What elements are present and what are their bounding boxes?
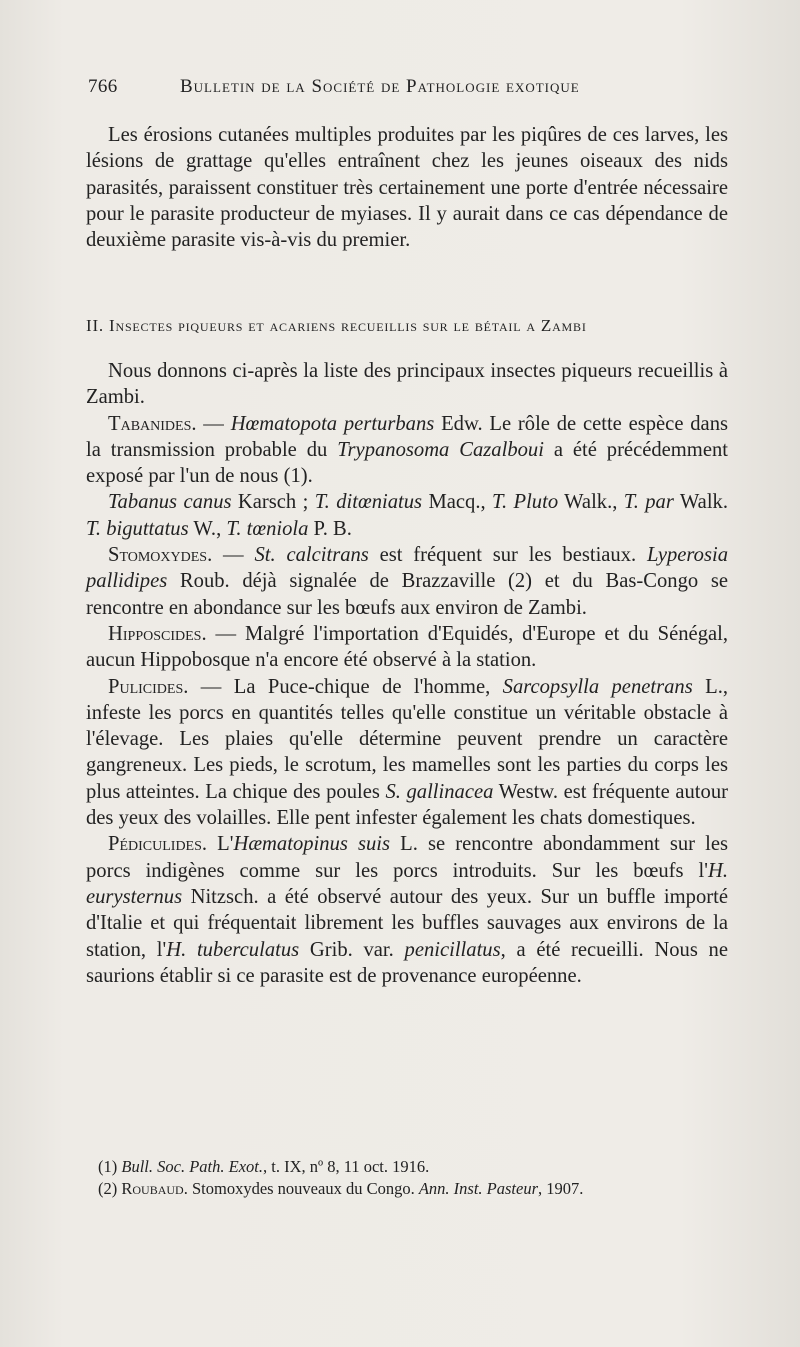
species-name: Hœmatopota perturbans [230, 412, 435, 435]
text-run: Roub. déjà signalée de Brazzaville (2) et du Bas-Congo se rencontre en abondance sur les bœufs aux environ de Zambi. [86, 570, 728, 619]
text-run: , t. IX, nº 8, 11 oct. 1916. [262, 1157, 430, 1176]
journal-title: Ann. Inst. Pasteur [418, 1179, 539, 1198]
hippoboscides-label: Hipposcides. [108, 622, 207, 645]
species-name: Lyperosia pallidipes [86, 544, 728, 593]
species-name: Sarcopsylla penetrans [502, 675, 693, 698]
text-run: W., [188, 517, 227, 540]
species-name: penicillatus [404, 938, 501, 961]
text-run: Edw. Le rôle de cette espèce dans la transmission probable du [86, 412, 729, 461]
footnote-1 [98, 1156, 738, 1178]
text-run: L., infeste les porcs en quantités telles qu'elle constitue un véritable obstacle à l'élevage. Les plaies qu'elle détermine peuvent prendre un caractère gangreneux. Les pieds, le scrotum, les mamelles sont les parties du corps les plus atteintes. La chique des poules [86, 675, 729, 803]
text-run: Walk., [558, 491, 624, 514]
text-run: Grib. var. [299, 938, 405, 961]
text-run: — [212, 544, 255, 567]
text-run: L. se rencontre abondamment sur les porcs indigènes comme sur les porcs introduits. Sur les bœufs l' [86, 833, 728, 882]
text-run: — La Puce-chique de l'homme, [188, 675, 503, 698]
body-text [86, 358, 728, 989]
page-number: 766 [88, 76, 118, 97]
species-name: Tabanus canus [108, 491, 232, 514]
stomoxydes-label: Stomoxydes. [108, 544, 213, 567]
species-name: T. tœniola [226, 517, 309, 540]
text-run: Westw. est fréquente autour des yeux des volailles. Elle pent infester également les chats domestiques. [86, 780, 728, 830]
text-run: Macq., [422, 491, 493, 514]
species-name: T. par [623, 491, 674, 514]
intro-block [86, 122, 728, 253]
text-run: est fréquent sur les bestiaux. [368, 544, 647, 567]
species-name: H. eurysternus [86, 859, 728, 908]
text-run: Karsch ; [231, 491, 315, 514]
text-run: — [196, 412, 231, 435]
species-name: Hæmatopinus suis [233, 833, 391, 856]
paragraph-hippoboscides [86, 621, 728, 674]
paragraph-stomoxydes [86, 542, 728, 621]
species-name: T. Pluto [492, 491, 559, 514]
text-run: (1) [98, 1157, 122, 1176]
pulicides-label: Pulicides. [108, 675, 189, 698]
species-name: H. tuberculatus [166, 938, 300, 961]
species-name: T. ditœniatus [314, 491, 423, 514]
text-run: . Stomoxydes nouveaux du Congo. [183, 1179, 419, 1198]
text-run: — Malgré l'importation d'Equidés, d'Europe et du Sénégal, aucun Hippobosque n'a encore été observé à la station. [86, 622, 728, 672]
journal-title: Bull. Soc. Path. Exot. [121, 1157, 263, 1176]
text-run: , 1907. [538, 1179, 584, 1198]
species-name: S. gallinacea [385, 780, 494, 803]
text-run: a été précédemment exposé par l'un de nous (1). [86, 438, 728, 488]
text-run: (2) [98, 1179, 122, 1198]
paragraph-intro-list: Nous donnons ci-après la liste des principaux insectes piqueurs recueillis à Zambi. [86, 360, 728, 409]
footnote-2 [98, 1178, 738, 1200]
species-name: St. calcitrans [254, 544, 369, 567]
running-title: Bulletin de la Société de Pathologie exotique [180, 76, 580, 97]
footnotes [98, 1156, 738, 1200]
author-name: Roubaud [121, 1179, 184, 1198]
pediculides-label: Pédiculides. [108, 833, 208, 856]
text-run: Walk. [673, 491, 728, 514]
species-name: Trypanosoma Cazalboui [337, 438, 544, 461]
paragraph-tabanides [86, 411, 728, 490]
text-run: , a été recueilli. Nous ne saurions établir si ce parasite est de provenance européenne. [86, 938, 728, 987]
paragraph-pediculides [86, 831, 728, 989]
species-name: T. biguttatus [86, 517, 189, 540]
text-run: L' [207, 833, 234, 856]
paragraph-pulicides [86, 674, 728, 832]
text-run: Nitzsch. a été observé autour des yeux. Sur un buffle importé d'Italie et qui fréquentait librement les buffles sauvages aux environs de la station, l' [86, 885, 728, 961]
section-heading: II. Insectes piqueurs et acariens recueillis sur le bétail a Zambi [86, 316, 587, 335]
paragraph-tabanus-list [86, 489, 728, 542]
tabanides-label: Tabanides. [108, 412, 197, 435]
intro-paragraph: Les érosions cutanées multiples produites par les piqûres de ces larves, les lésions de grattage qu'elles entraînent chez les jeunes oiseaux des nids parasités, paraissent constituer très certainement une porte d'entrée nécessaire pour le parasite producteur de myiases. Il y aurait dans ce cas dépendance de deuxième parasite vis-à-vis du premier. [86, 124, 728, 252]
text-run: P. B. [308, 517, 352, 540]
